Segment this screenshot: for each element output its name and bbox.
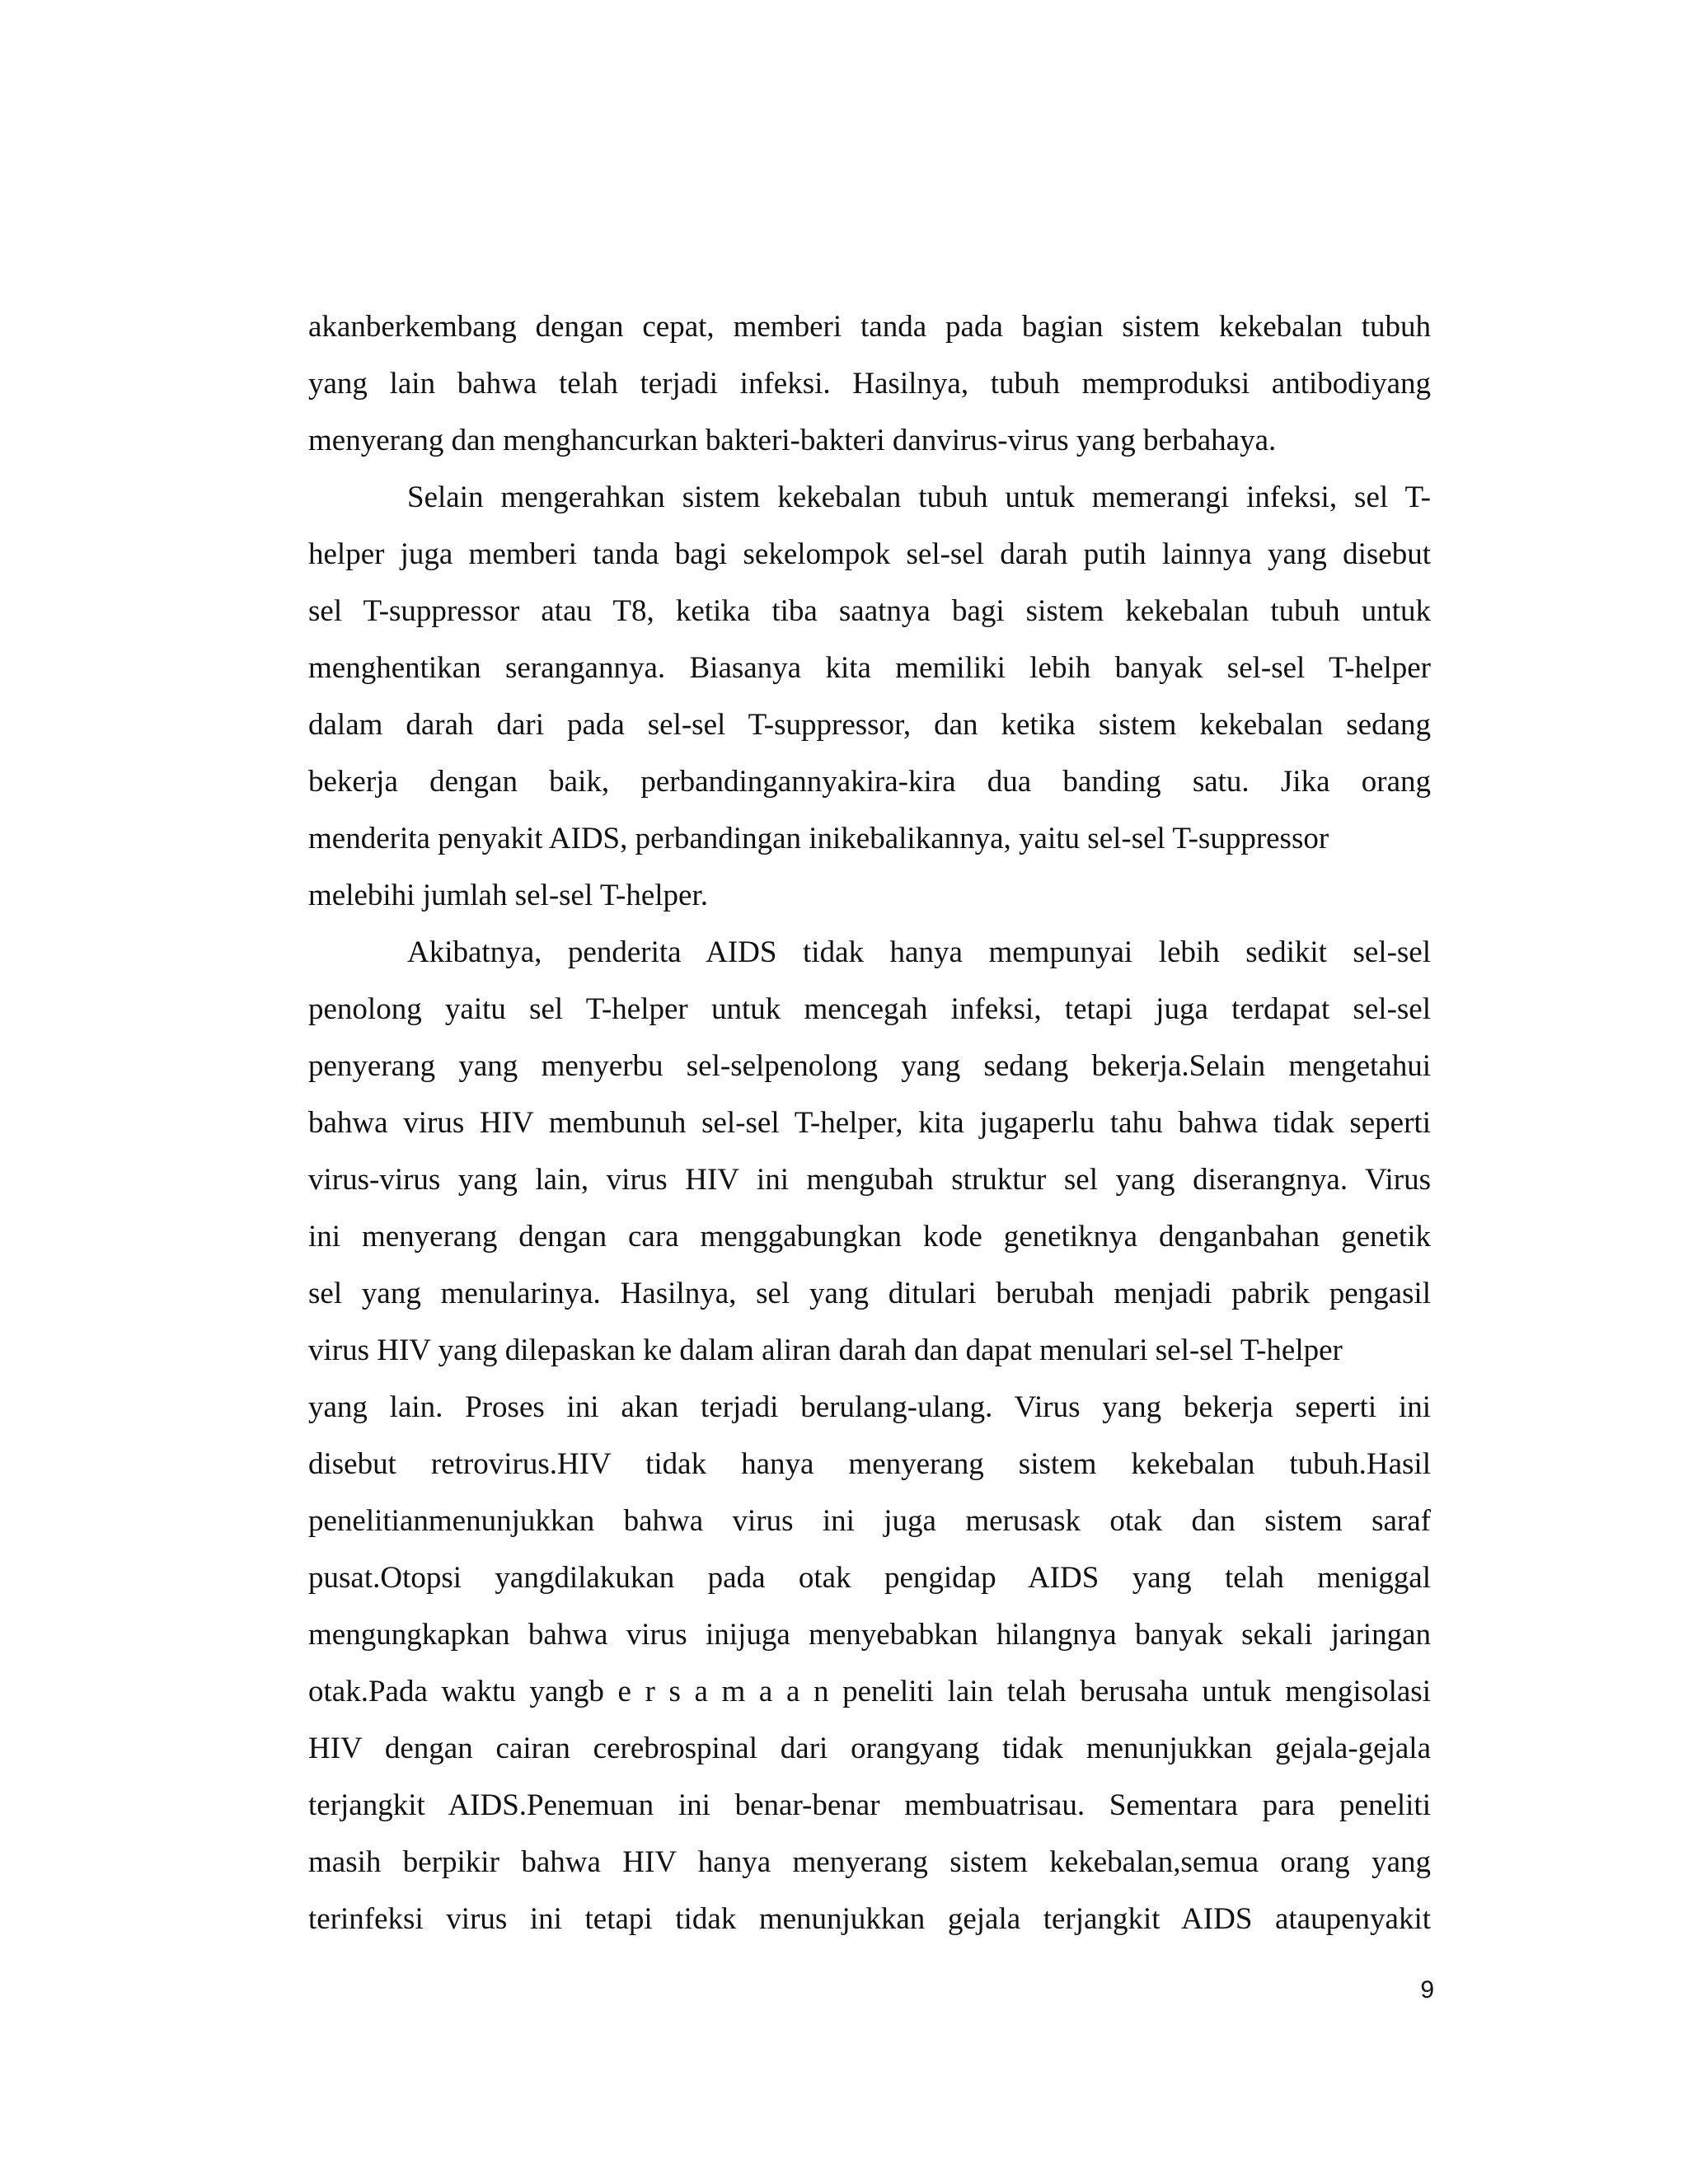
text-line: bahwa virus HIV membunuh sel-sel T-helper, kita jugaperlu tahu bahwa tidak seperti <box>308 1106 1431 1140</box>
text-line: disebut retrovirus.HIV tidak hanya menyerang sistem kekebalan tubuh.Hasil <box>308 1447 1431 1481</box>
text-line: virus HIV yang dilepaskan ke dalam aliran darah dan dapat menulari sel-sel T-helper <box>308 1333 1343 1367</box>
text-line: yang lain. Proses ini akan terjadi berulang-ulang. Virus yang bekerja seperti ini <box>308 1390 1431 1424</box>
text-line: ini menyerang dengan cara menggabungkan kode genetiknya denganbahan genetik <box>308 1220 1431 1254</box>
text-line: menderita penyakit AIDS, perbandingan inikebalikannya, yaitu sel-sel T-suppressor <box>308 822 1329 855</box>
text-line: helper juga memberi tanda bagi sekelompok sel-sel darah putih lainnya yang disebut <box>308 537 1431 571</box>
page-number: 9 <box>1420 1976 1434 2004</box>
text-line: terjangkit AIDS.Penemuan ini benar-benar membuatrisau. Sementara para peneliti <box>308 1788 1431 1822</box>
text-line: terinfeksi virus ini tetapi tidak menunjukkan gejala terjangkit AIDS ataupenyakit <box>308 1902 1431 1936</box>
text-line: bekerja dengan baik, perbandingannyakira-kira dua banding satu. Jika orang <box>308 765 1431 799</box>
text-line: penelitianmenunjukkan bahwa virus ini juga merusask otak dan sistem saraf <box>308 1504 1431 1538</box>
text-line: akanberkembang dengan cepat, memberi tanda pada bagian sistem kekebalan tubuh <box>308 310 1431 344</box>
text-line: menyerang dan menghancurkan bakteri-bakteri danvirus-virus yang berbahaya. <box>308 424 1277 457</box>
text-line: dalam darah dari pada sel-sel T-suppressor, dan ketika sistem kekebalan sedang <box>308 708 1431 742</box>
text-line: melebihi jumlah sel-sel T-helper. <box>308 879 709 912</box>
text-line: mengungkapkan bahwa virus inijuga menyebabkan hilangnya banyak sekali jaringan <box>308 1618 1431 1652</box>
text-line: Akibatnya, penderita AIDS tidak hanya mempunyai lebih sedikit sel-sel <box>407 935 1431 969</box>
text-line: sel yang menularinya. Hasilnya, sel yang ditulari berubah menjadi pabrik pengasil <box>308 1277 1431 1310</box>
text-line: virus-virus yang lain, virus HIV ini mengubah struktur sel yang diserangnya. Virus <box>308 1163 1431 1197</box>
text-line: HIV dengan cairan cerebrospinal dari orangyang tidak menunjukkan gejala-gejala <box>308 1732 1431 1765</box>
text-line: menghentikan serangannya. Biasanya kita memiliki lebih banyak sel-sel T-helper <box>308 651 1431 685</box>
text-line: pusat.Otopsi yangdilakukan pada otak pengidap AIDS yang telah meniggal <box>308 1561 1431 1595</box>
body-text <box>308 298 1431 1947</box>
text-line: Selain mengerahkan sistem kekebalan tubuh untuk memerangi infeksi, sel T- <box>407 480 1431 514</box>
text-line: yang lain bahwa telah terjadi infeksi. Hasilnya, tubuh memproduksi antibodiyang <box>308 367 1431 401</box>
text-line: penyerang yang menyerbu sel-selpenolong yang sedang bekerja.Selain mengetahui <box>308 1049 1431 1083</box>
text-line: masih berpikir bahwa HIV hanya menyerang sistem kekebalan,semua orang yang <box>308 1845 1431 1879</box>
text-line: penolong yaitu sel T-helper untuk mencegah infeksi, tetapi juga terdapat sel-sel <box>308 992 1431 1026</box>
text-line: sel T-suppressor atau T8, ketika tiba saatnya bagi sistem kekebalan tubuh untuk <box>308 594 1431 628</box>
text-line: otak.Pada waktu yangb e r s a m a a n peneliti lain telah berusaha untuk mengisolasi <box>308 1675 1431 1708</box>
